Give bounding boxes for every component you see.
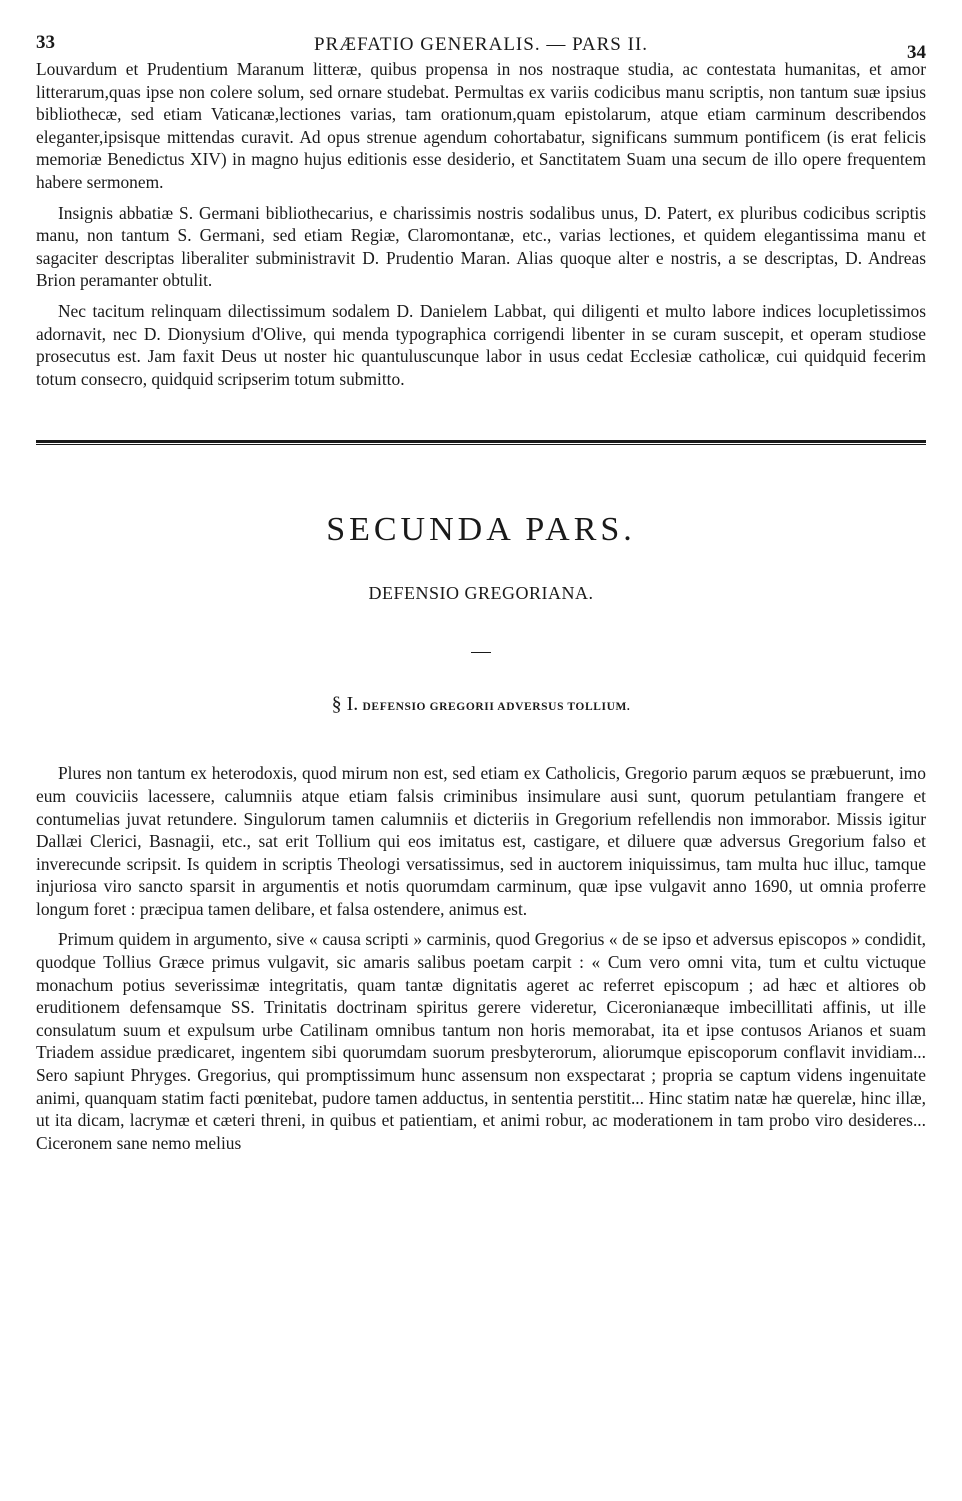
paragraph: Insignis abbatiæ S. Germani bibliothecarius, e charissimis nostris sodalibus unus, D. Patert, ex pluribus codicibus scriptis manu, non tantum S. Germani, sed etiam Regiæ, Claromontanæ, etc., varias lectiones, et quidem elegantissima manu et sagaciter descriptas liberaliter subministravit D. Prudentio Maran. Alias quoque alter e nostris, a se descriptas, D. Andreas Brion peramanter obtulit. (36, 202, 926, 291)
subsection-mark: § I. (331, 693, 359, 716)
paragraph: Louvardum et Prudentium Maranum litteræ, quibus propensa in nos nostraque studia, ac contestata humanitas, et amor litterarum,quas ipse non colere solum, sed ornare studebat. Permultas ex variis codicibus manu scriptis, non tantum suæ ipsius bibliothecæ, sed etiam Vaticanæ,lectiones varias, tam orationum,quam epistolarum, atque etiam carminum describendos eleganter,ipsisque mittendas curavit. Ad opus strenue agendum cohortabatur, significans summum pontificem (is erat felicis memoriæ Benedictus XIV) in magno hujus editionis esse desiderio, et Sanctitatem Suam una secum de illo opere frequentem habere sermonem. (36, 59, 926, 192)
preface-continuation (36, 58, 926, 390)
section-title: SECUNDA PARS. (326, 511, 636, 549)
section-body (36, 762, 926, 1154)
page-number-left: 33 (36, 32, 55, 53)
page-number-right: 34 (907, 42, 926, 63)
page (36, 28, 926, 1154)
paragraph: Plures non tantum ex heterodoxis, quod mirum non est, sed etiam ex Catholicis, Gregorio parum æquos se præbuerunt, imo eum couviciis lacessere, calumniis atque etiam falsis criminibus insimulare ausi sunt, quorum petulantiam frangere et contumelias juvat retundere. Singulorum tamen calumniis et dicteriis in Gregorium refellendis non immorabor. Missis igitur Dallæi Clerici, Basnagii, etc., sat erit Tollium qui eos imitatus est, castigare, et diluere quæ adversus Gregorium falso et inverecunde scripsit. Is quidem in scriptis Theologi versatissimus, sed in auctorem iniquissimus, tam multa huc illuc, tamque injuriosa viro sancto sparsit in argumentis et notis quorumdam carminum, quæ ipse vulgavit anno 1690, ut omnia proferre longum foret : præcipua tamen delibare, et falsa ostendere, animus est. (36, 763, 926, 919)
paragraph: Primum quidem in argumento, sive « causa scripti » carminis, quod Gregorius « de se ipso et adversus episcopos » condidit, quodque Tollius Græce primus vulgavit, sic amaris salibus poetam carpit : « Cum vero omni vita, tum et cultu victuque monachum potius severissimæ integritatis, quam tantæ dignitatis ageret ac referret episcopum ; ad hæc et altiores ob eruditionem defensamque SS. Trinitatis doctrinam spiritus gerere videretur, Ciceronianæque imbecillitati affinis, ut ille consulatum suum et expulsum urbe Catilinam omnibus tantum non horis memorabat, ita et ipse contusos Arianos et suam Triadem assidue prædicaret, ingentem sibi quorumdam suorum presbyterorum, aliorumque episcoporum conflavit invidiam... Sero sapiunt Phryges. Gregorius, qui promptissimum hunc assensum non exspectarat ; propria se captum videns ingenuitate animi, quanquam statim facti pœnitebat, pudore tamen adductus, in sententia perstitit... Hinc statim natæ hæ querelæ, hinc illæ, ut ita dicam, lacrymæ et cæteri threni, in quibus et patientiam, et animi robur, ac moderationem in tam probo viro desideres... Ciceronem sane nemo melius (36, 929, 926, 1153)
running-head (36, 28, 926, 63)
section-divider-rule (36, 440, 926, 445)
short-dash-divider (471, 652, 491, 653)
subsection-heading (36, 693, 926, 716)
section-subtitle: DEFENSIO GREGORIANA. (368, 583, 594, 604)
running-title: PRÆFATIO GENERALIS. — PARS II. (313, 34, 649, 55)
subsection-title: DEFENSIO GREGORII ADVERSUS TOLLIUM. (362, 701, 631, 714)
paragraph: Nec tacitum relinquam dilectissimum sodalem D. Danielem Labbat, qui diligenti et multo labore indices locupletissimos adornavit, nec D. Dionysium d'Olive, qui menda typographica corrigendi libenter in se curam suscepit, et operam studiose prosecutus est. Jam faxit Deus ut noster hic quantuluscunque labor in usus cedat Ecclesiæ catholicæ, cui quidquid fecerim totum consecro, quidquid scripserim totum submitto. (36, 300, 926, 389)
